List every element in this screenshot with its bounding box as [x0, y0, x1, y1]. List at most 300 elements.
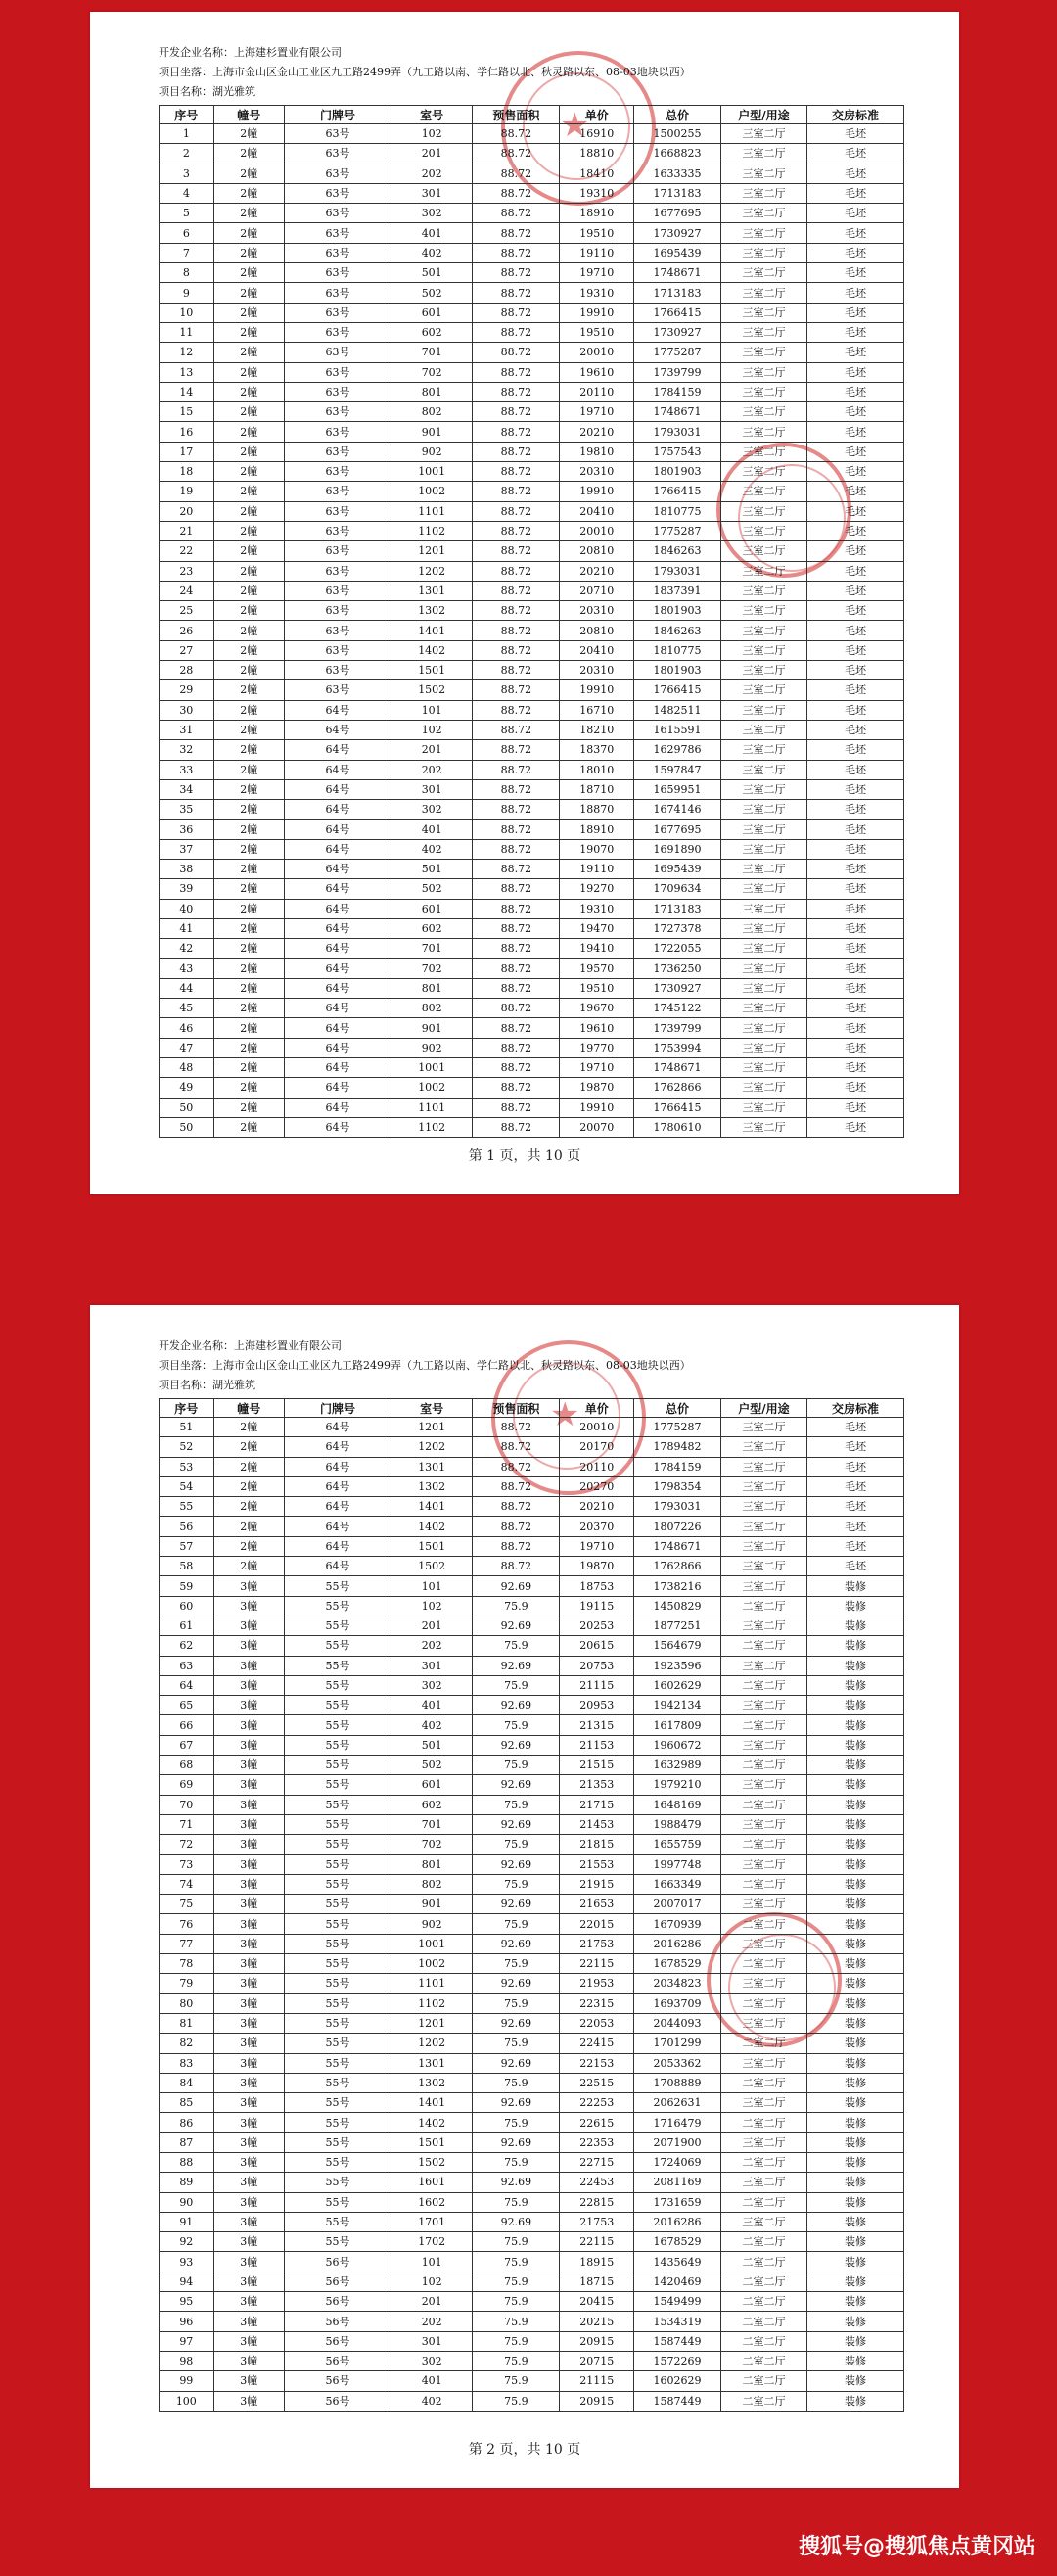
table-cell: 1534319 — [634, 2312, 721, 2331]
table-cell: 三室二厅 — [721, 918, 807, 938]
table-cell: 92.69 — [473, 1696, 560, 1715]
table-cell: 二室二厅 — [721, 2073, 807, 2092]
table-cell: 50 — [160, 1098, 214, 1117]
table-cell: 装修 — [806, 2212, 903, 2231]
table-cell: 2幢 — [213, 541, 284, 561]
table-cell: 55号 — [284, 1814, 391, 1834]
table-cell: 毛坯 — [806, 1437, 903, 1457]
table-cell: 63号 — [284, 680, 391, 700]
table-cell: 1678529 — [634, 1954, 721, 1974]
table-cell: 92.69 — [473, 2132, 560, 2152]
table-cell: 毛坯 — [806, 680, 903, 700]
table-cell: 64号 — [284, 918, 391, 938]
table-row — [160, 1775, 904, 1795]
table-cell: 75.9 — [473, 1675, 560, 1695]
table-cell: 三室二厅 — [721, 1117, 807, 1137]
table-cell: 75.9 — [473, 2113, 560, 2132]
table-cell: 88.72 — [473, 362, 560, 382]
table-cell: 21315 — [560, 1715, 634, 1735]
table-cell: 88.72 — [473, 760, 560, 779]
table-cell: 1775287 — [634, 343, 721, 362]
table-cell: 56号 — [284, 2351, 391, 2370]
table-cell: 63号 — [284, 183, 391, 203]
table-cell: 67 — [160, 1735, 214, 1755]
table-cell: 1766415 — [634, 482, 721, 501]
table-cell: 93 — [160, 2252, 214, 2272]
table-cell: 1979210 — [634, 1775, 721, 1795]
table-cell: 装修 — [806, 1874, 903, 1894]
table-row — [160, 541, 904, 561]
table-cell: 301 — [391, 183, 472, 203]
table-cell: 装修 — [806, 1656, 903, 1675]
table-cell: 3幢 — [213, 2053, 284, 2073]
table-cell: 55号 — [284, 2073, 391, 2092]
table-cell: 88.72 — [473, 859, 560, 878]
table-cell: 毛坯 — [806, 740, 903, 760]
table-row — [160, 1795, 904, 1814]
table-cell: 1784159 — [634, 1457, 721, 1476]
table-cell: 3幢 — [213, 2073, 284, 2092]
table-cell: 1648169 — [634, 1795, 721, 1814]
table-cell: 装修 — [806, 2272, 903, 2291]
table-cell: 75.9 — [473, 2331, 560, 2351]
table-cell: 22 — [160, 541, 214, 561]
table-cell: 69 — [160, 1775, 214, 1795]
table-cell: 毛坯 — [806, 343, 903, 362]
table-cell: 装修 — [806, 2034, 903, 2053]
table-row — [160, 422, 904, 442]
table-cell: 55号 — [284, 1735, 391, 1755]
table-row — [160, 2371, 904, 2391]
table-cell: 22315 — [560, 1993, 634, 2013]
table-cell: 18010 — [560, 760, 634, 779]
table-cell: 三室二厅 — [721, 2212, 807, 2231]
table-cell: 91 — [160, 2212, 214, 2231]
table-cell: 毛坯 — [806, 720, 903, 739]
table-cell: 1810775 — [634, 501, 721, 521]
table-cell: 88.72 — [473, 959, 560, 978]
table-cell: 85 — [160, 2093, 214, 2113]
table-cell: 三室二厅 — [721, 501, 807, 521]
table-cell: 88.72 — [473, 839, 560, 859]
table-cell: 2幢 — [213, 680, 284, 700]
table-cell: 20010 — [560, 343, 634, 362]
table-cell: 74 — [160, 1874, 214, 1894]
table-cell: 1739799 — [634, 1018, 721, 1038]
table-cell: 装修 — [806, 2331, 903, 2351]
table-cell: 88.72 — [473, 1497, 560, 1517]
table-cell: 63号 — [284, 621, 391, 640]
table-cell: 2幢 — [213, 204, 284, 223]
table-cell: 3幢 — [213, 2371, 284, 2391]
table-cell: 21953 — [560, 1974, 634, 1993]
table-cell: 毛坯 — [806, 978, 903, 998]
table-cell: 56号 — [284, 2292, 391, 2312]
table-cell: 92.69 — [473, 1616, 560, 1635]
table-cell: 二室二厅 — [721, 1874, 807, 1894]
table-cell: 三室二厅 — [721, 1418, 807, 1437]
table-cell: 25 — [160, 601, 214, 621]
table-cell: 2幢 — [213, 243, 284, 262]
table-cell: 19870 — [560, 1557, 634, 1576]
table-cell: 55号 — [284, 1715, 391, 1735]
table-row — [160, 978, 904, 998]
table-row — [160, 501, 904, 521]
table-row — [160, 1457, 904, 1476]
table-cell: 装修 — [806, 2232, 903, 2252]
table-cell: 76 — [160, 1914, 214, 1934]
table-cell: 1500255 — [634, 124, 721, 144]
document-header — [159, 43, 904, 102]
table-cell: 64号 — [284, 1497, 391, 1517]
table-cell: 3幢 — [213, 1735, 284, 1755]
table-cell: 装修 — [806, 2093, 903, 2113]
table-cell: 102 — [391, 124, 472, 144]
table-cell: 64号 — [284, 1057, 391, 1077]
table-cell: 61 — [160, 1616, 214, 1635]
table-cell: 601 — [391, 303, 472, 322]
table-body — [160, 1418, 904, 2412]
table-cell: 1716479 — [634, 2113, 721, 2132]
table-cell: 63号 — [284, 561, 391, 581]
table-cell: 19670 — [560, 999, 634, 1018]
table-row — [160, 2232, 904, 2252]
table-cell: 2幢 — [213, 661, 284, 680]
table-cell: 1402 — [391, 1517, 472, 1536]
table-cell: 二室二厅 — [721, 1636, 807, 1656]
table-cell: 3幢 — [213, 2232, 284, 2252]
table-cell: 2幢 — [213, 700, 284, 720]
table-cell: 1713183 — [634, 899, 721, 918]
table-cell: 装修 — [806, 2371, 903, 2391]
table-row — [160, 1715, 904, 1735]
table-cell: 40 — [160, 899, 214, 918]
table-cell: 3幢 — [213, 1636, 284, 1656]
table-cell: 21915 — [560, 1874, 634, 1894]
table-cell: 88.72 — [473, 978, 560, 998]
table-cell: 1670939 — [634, 1914, 721, 1934]
table-cell: 三室二厅 — [721, 1497, 807, 1517]
table-cell: 16710 — [560, 700, 634, 720]
table-header-row — [160, 1399, 904, 1418]
table-cell: 1757543 — [634, 442, 721, 461]
table-cell: 1810775 — [634, 640, 721, 660]
table-cell: 三室二厅 — [721, 581, 807, 600]
table-cell: 55号 — [284, 1934, 391, 1953]
table-cell: 21 — [160, 521, 214, 540]
table-cell: 801 — [391, 1854, 472, 1874]
table-cell: 26 — [160, 621, 214, 640]
table-cell: 毛坯 — [806, 303, 903, 322]
table-cell: 20915 — [560, 2391, 634, 2411]
table-cell: 20915 — [560, 2331, 634, 2351]
table-cell: 31 — [160, 720, 214, 739]
table-row — [160, 2212, 904, 2231]
table-cell: 55号 — [284, 2113, 391, 2132]
table-cell: 19910 — [560, 482, 634, 501]
table-cell: 三室二厅 — [721, 939, 807, 959]
table-row — [160, 2192, 904, 2212]
table-cell: 2幢 — [213, 640, 284, 660]
table-cell: 装修 — [806, 2053, 903, 2073]
table-cell: 88.72 — [473, 800, 560, 820]
table-cell: 64号 — [284, 1517, 391, 1536]
table-cell: 3幢 — [213, 1993, 284, 2013]
table-body — [160, 124, 904, 1138]
table-cell: 19410 — [560, 939, 634, 959]
table-cell: 1572269 — [634, 2351, 721, 2370]
table-cell: 1302 — [391, 1476, 472, 1496]
column-header: 幢号 — [213, 1399, 284, 1418]
table-cell: 三室二厅 — [721, 1476, 807, 1496]
table-cell: 20110 — [560, 382, 634, 401]
table-cell: 装修 — [806, 2351, 903, 2370]
column-header: 交房标准 — [806, 106, 903, 124]
table-cell: 64号 — [284, 1098, 391, 1117]
table-cell: 三室二厅 — [721, 263, 807, 283]
table-cell: 1668823 — [634, 144, 721, 164]
table-cell: 701 — [391, 1814, 472, 1834]
table-cell: 20310 — [560, 462, 634, 482]
table-cell: 装修 — [806, 1775, 903, 1795]
table-cell: 三室二厅 — [721, 800, 807, 820]
table-cell: 56 — [160, 1517, 214, 1536]
table-cell: 装修 — [806, 1636, 903, 1656]
table-row — [160, 1835, 904, 1854]
table-row — [160, 343, 904, 362]
table-cell: 64号 — [284, 1536, 391, 1556]
table-cell: 三室二厅 — [721, 640, 807, 660]
table-cell: 37 — [160, 839, 214, 859]
table-cell: 72 — [160, 1835, 214, 1854]
column-header: 交房标准 — [806, 1399, 903, 1418]
table-cell: 36 — [160, 820, 214, 839]
table-cell: 1722055 — [634, 939, 721, 959]
table-cell: 64号 — [284, 1437, 391, 1457]
table-cell: 三室二厅 — [721, 402, 807, 422]
table-cell: 58 — [160, 1557, 214, 1576]
table-cell: 88.72 — [473, 1437, 560, 1457]
table-cell: 1748671 — [634, 1536, 721, 1556]
table-cell: 75.9 — [473, 1993, 560, 2013]
table-cell: 902 — [391, 1038, 472, 1057]
table-cell: 55号 — [284, 2173, 391, 2192]
table-cell: 20010 — [560, 1418, 634, 1437]
table-row — [160, 1536, 904, 1556]
table-cell: 64号 — [284, 939, 391, 959]
table-cell: 88.72 — [473, 1098, 560, 1117]
table-row — [160, 362, 904, 382]
table-cell: 2幢 — [213, 1078, 284, 1098]
table-cell: 102 — [391, 1596, 472, 1616]
table-cell: 二室二厅 — [721, 2152, 807, 2172]
table-cell: 装修 — [806, 1814, 903, 1834]
table-cell: 2幢 — [213, 223, 284, 243]
table-cell: 1502 — [391, 680, 472, 700]
table-cell: 63号 — [284, 283, 391, 303]
table-cell: 402 — [391, 1715, 472, 1735]
table-cell: 1837391 — [634, 581, 721, 600]
table-row — [160, 164, 904, 183]
table-cell: 70 — [160, 1795, 214, 1814]
table-cell: 毛坯 — [806, 144, 903, 164]
table-cell: 1736250 — [634, 959, 721, 978]
table-cell: 88.72 — [473, 482, 560, 501]
column-header: 总价 — [634, 1399, 721, 1418]
table-cell: 1784159 — [634, 382, 721, 401]
table-cell: 801 — [391, 382, 472, 401]
table-cell: 三室二厅 — [721, 740, 807, 760]
table-cell: 47 — [160, 1038, 214, 1057]
table-cell: 88.72 — [473, 124, 560, 144]
table-row — [160, 283, 904, 303]
table-row — [160, 760, 904, 779]
table-cell: 三室二厅 — [721, 283, 807, 303]
project-name: 项目名称：湖光雅筑 — [159, 1379, 255, 1391]
table-cell: 三室二厅 — [721, 482, 807, 501]
table-cell: 88.72 — [473, 164, 560, 183]
table-cell: 88.72 — [473, 561, 560, 581]
table-cell: 19610 — [560, 362, 634, 382]
table-cell: 2幢 — [213, 1457, 284, 1476]
table-cell: 三室二厅 — [721, 1517, 807, 1536]
table-cell: 63号 — [284, 442, 391, 461]
table-cell: 64号 — [284, 1117, 391, 1137]
table-cell: 三室二厅 — [721, 1057, 807, 1077]
table-cell: 18910 — [560, 204, 634, 223]
table-cell: 1780610 — [634, 1117, 721, 1137]
table-cell: 1401 — [391, 2093, 472, 2113]
table-cell: 1775287 — [634, 521, 721, 540]
table-row — [160, 1895, 904, 1914]
table-cell: 75.9 — [473, 1636, 560, 1656]
table-cell: 75.9 — [473, 2371, 560, 2391]
table-row — [160, 1874, 904, 1894]
table-cell: 1960672 — [634, 1735, 721, 1755]
table-cell: 2081169 — [634, 2173, 721, 2192]
table-cell: 1633335 — [634, 164, 721, 183]
table-cell: 88.72 — [473, 1557, 560, 1576]
table-cell: 901 — [391, 1895, 472, 1914]
table-cell: 202 — [391, 164, 472, 183]
table-cell: 2幢 — [213, 1038, 284, 1057]
table-cell: 毛坯 — [806, 779, 903, 799]
table-cell: 75.9 — [473, 2252, 560, 2272]
table-cell: 401 — [391, 1696, 472, 1715]
table-cell: 18810 — [560, 144, 634, 164]
table-cell: 2幢 — [213, 521, 284, 540]
table-row — [160, 820, 904, 839]
table-cell: 90 — [160, 2192, 214, 2212]
table-cell: 3幢 — [213, 2331, 284, 2351]
table-cell: 63号 — [284, 462, 391, 482]
table-cell: 二室二厅 — [721, 2252, 807, 2272]
table-cell: 88.72 — [473, 343, 560, 362]
table-cell: 三室二厅 — [721, 1457, 807, 1476]
table-cell: 88.72 — [473, 1536, 560, 1556]
table-cell: 20170 — [560, 1437, 634, 1457]
table-cell: 三室二厅 — [721, 204, 807, 223]
table-cell: 19510 — [560, 978, 634, 998]
table-cell: 55号 — [284, 1616, 391, 1635]
table-cell: 92.69 — [473, 1934, 560, 1953]
table-cell: 1202 — [391, 561, 472, 581]
table-cell: 毛坯 — [806, 561, 903, 581]
table-cell: 装修 — [806, 1616, 903, 1635]
table-cell: 75.9 — [473, 2351, 560, 2370]
table-row — [160, 1974, 904, 1993]
table-cell: 19570 — [560, 959, 634, 978]
table-cell: 毛坯 — [806, 501, 903, 521]
table-row — [160, 779, 904, 799]
column-header: 室号 — [391, 106, 472, 124]
table-cell: 毛坯 — [806, 382, 903, 401]
table-cell: 75.9 — [473, 2292, 560, 2312]
table-cell: 19810 — [560, 442, 634, 461]
table-cell: 78 — [160, 1954, 214, 1974]
table-cell: 装修 — [806, 2073, 903, 2092]
table-cell: 三室二厅 — [721, 959, 807, 978]
table-cell: 三室二厅 — [721, 1974, 807, 1993]
table-cell: 3幢 — [213, 1756, 284, 1775]
table-cell: 901 — [391, 422, 472, 442]
table-cell: 64号 — [284, 820, 391, 839]
table-cell: 毛坯 — [806, 1098, 903, 1117]
table-cell: 88 — [160, 2152, 214, 2172]
table-cell: 21353 — [560, 1775, 634, 1795]
table-cell: 1748671 — [634, 263, 721, 283]
table-cell: 二室二厅 — [721, 1954, 807, 1974]
column-header: 门牌号 — [284, 106, 391, 124]
table-cell: 3幢 — [213, 1656, 284, 1675]
table-cell: 18753 — [560, 1576, 634, 1596]
table-cell: 3幢 — [213, 2272, 284, 2291]
table-cell: 装修 — [806, 1934, 903, 1953]
table-cell: 1401 — [391, 1497, 472, 1517]
table-cell: 1730927 — [634, 978, 721, 998]
table-cell: 1713183 — [634, 283, 721, 303]
table-cell: 56号 — [284, 2391, 391, 2411]
table-cell: 202 — [391, 2312, 472, 2331]
table-cell: 毛坯 — [806, 939, 903, 959]
table-cell: 1601 — [391, 2173, 472, 2192]
table-cell: 二室二厅 — [721, 2351, 807, 2370]
table-cell: 1420469 — [634, 2272, 721, 2291]
table-row — [160, 959, 904, 978]
table-cell: 1201 — [391, 2013, 472, 2033]
table-cell: 1502 — [391, 2152, 472, 2172]
table-row — [160, 402, 904, 422]
table-cell: 1748671 — [634, 1057, 721, 1077]
table-cell: 毛坯 — [806, 640, 903, 660]
table-cell: 49 — [160, 1078, 214, 1098]
table-cell: 20615 — [560, 1636, 634, 1656]
table-cell: 20210 — [560, 1497, 634, 1517]
table-cell: 63号 — [284, 661, 391, 680]
table-cell: 1101 — [391, 1974, 472, 1993]
table-cell: 三室二厅 — [721, 601, 807, 621]
table-cell: 毛坯 — [806, 164, 903, 183]
table-cell: 1502 — [391, 1557, 472, 1576]
table-cell: 55号 — [284, 1795, 391, 1814]
table-cell: 7 — [160, 243, 214, 262]
table-cell: 三室二厅 — [721, 561, 807, 581]
table-cell: 2幢 — [213, 124, 284, 144]
table-cell: 毛坯 — [806, 124, 903, 144]
table-cell: 3幢 — [213, 2351, 284, 2370]
table-cell: 88.72 — [473, 462, 560, 482]
table-cell: 三室二厅 — [721, 1854, 807, 1874]
